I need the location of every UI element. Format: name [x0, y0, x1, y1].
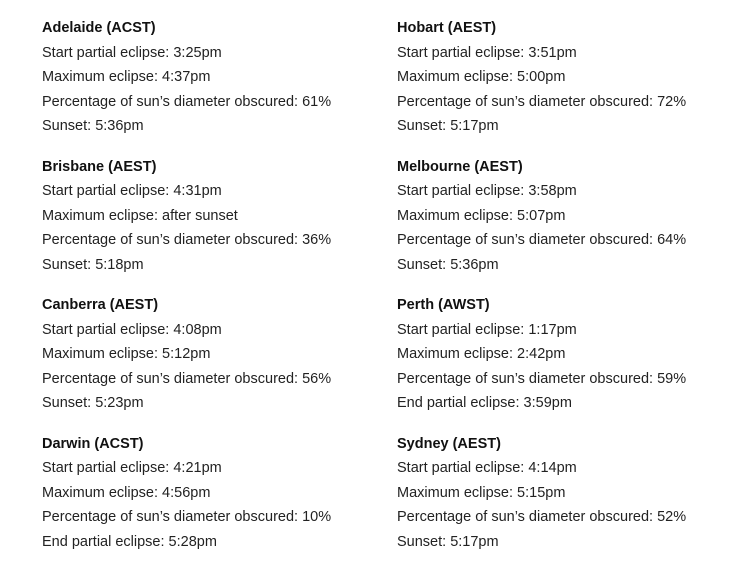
city-title: Canberra (AEST)	[42, 297, 159, 313]
maximum-eclipse: Maximum eclipse: 2:42pm	[397, 346, 566, 362]
percentage-obscured: Percentage of sun’s diameter obscured: 59%	[397, 370, 687, 387]
sunset-time: Sunset: 5:17pm	[397, 533, 499, 550]
right-column	[397, 16, 742, 570]
maximum-eclipse: Maximum eclipse: 4:37pm	[42, 69, 211, 85]
end-partial-eclipse: End partial eclipse: 3:59pm	[397, 395, 572, 411]
city-title: Adelaide (ACST)	[42, 20, 156, 36]
sunset-time: Sunset: 5:17pm	[397, 118, 499, 134]
maximum-eclipse: Maximum eclipse: 5:00pm	[397, 69, 566, 85]
percentage-obscured: Percentage of sun’s diameter obscured: 10%	[42, 509, 332, 525]
sunset-time: Sunset: 5:18pm	[42, 256, 144, 273]
maximum-eclipse: Maximum eclipse: 5:12pm	[42, 346, 211, 362]
percentage-obscured: Percentage of sun’s diameter obscured: 52%	[397, 509, 687, 525]
city-block-brisbane	[42, 155, 372, 278]
start-partial-eclipse: Start partial eclipse: 4:31pm	[42, 183, 222, 199]
maximum-eclipse: Maximum eclipse: after sunset	[42, 207, 238, 224]
percentage-obscured: Percentage of sun’s diameter obscured: 72%	[397, 93, 687, 110]
start-partial-eclipse: Start partial eclipse: 3:25pm	[42, 44, 222, 61]
city-block-perth	[397, 293, 742, 416]
city-block-sydney	[397, 432, 742, 555]
start-partial-eclipse: Start partial eclipse: 4:21pm	[42, 460, 222, 476]
city-title: Brisbane (AEST)	[42, 158, 157, 175]
percentage-obscured: Percentage of sun’s diameter obscured: 61%	[42, 93, 332, 110]
city-title: Hobart (AEST)	[397, 20, 497, 36]
city-title: Sydney (AEST)	[397, 435, 501, 452]
percentage-obscured: Percentage of sun’s diameter obscured: 36%	[42, 232, 332, 248]
maximum-eclipse: Maximum eclipse: 4:56pm	[42, 484, 211, 501]
city-block-canberra	[42, 293, 372, 416]
sunset-time: Sunset: 5:36pm	[397, 256, 499, 273]
city-title: Melbourne (AEST)	[397, 158, 523, 175]
city-block-melbourne	[397, 155, 742, 278]
percentage-obscured: Percentage of sun’s diameter obscured: 56%	[42, 370, 332, 387]
maximum-eclipse: Maximum eclipse: 5:07pm	[397, 207, 566, 224]
left-column	[42, 16, 372, 570]
sunset-time: Sunset: 5:36pm	[42, 118, 144, 134]
start-partial-eclipse: Start partial eclipse: 1:17pm	[397, 321, 577, 338]
city-block-darwin	[42, 432, 372, 555]
end-partial-eclipse: End partial eclipse: 5:28pm	[42, 533, 217, 550]
sunset-time: Sunset: 5:23pm	[42, 395, 144, 411]
city-block-hobart	[397, 16, 742, 139]
maximum-eclipse: Maximum eclipse: 5:15pm	[397, 484, 566, 501]
start-partial-eclipse: Start partial eclipse: 3:51pm	[397, 44, 577, 61]
city-title: Perth (AWST)	[397, 297, 490, 313]
percentage-obscured: Percentage of sun’s diameter obscured: 64%	[397, 232, 687, 248]
start-partial-eclipse: Start partial eclipse: 3:58pm	[397, 183, 577, 199]
city-title: Darwin (ACST)	[42, 435, 144, 452]
start-partial-eclipse: Start partial eclipse: 4:14pm	[397, 460, 577, 476]
start-partial-eclipse: Start partial eclipse: 4:08pm	[42, 321, 222, 338]
city-block-adelaide	[42, 16, 372, 139]
